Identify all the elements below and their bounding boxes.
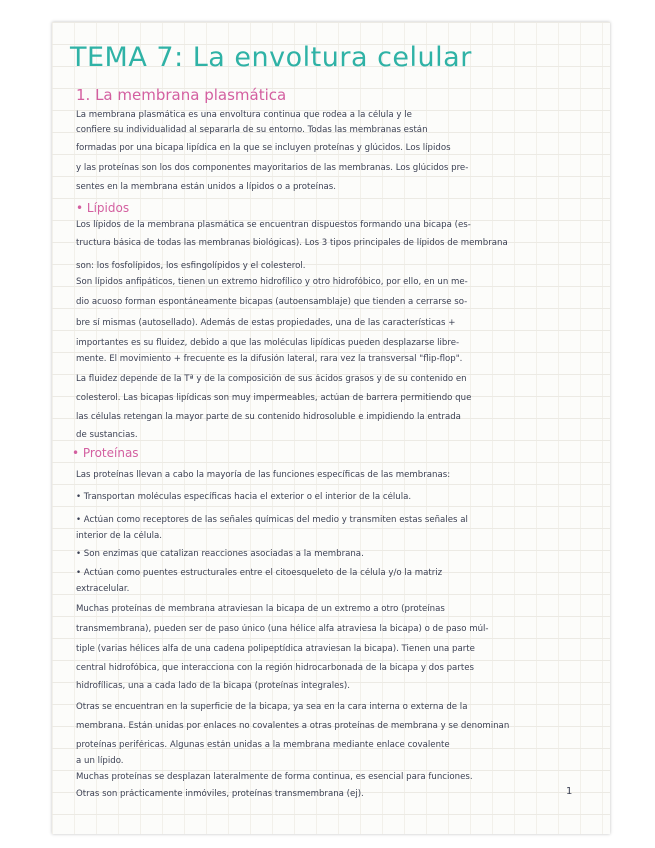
proteinas-line: interior de la célula. xyxy=(76,531,163,541)
proteinas-line: Muchas proteínas de membrana atraviesan la bicapa de un extremo a otro (proteínas xyxy=(76,604,445,614)
proteinas-line: transmembrana), pueden ser de paso único (una hélice alfa atraviesa la bicapa) o de paso múl- xyxy=(76,624,489,634)
lipidos-line: de sustancias. xyxy=(76,430,138,440)
proteinas-line: • Son enzimas que catalizan reacciones asociadas a la membrana. xyxy=(76,549,364,559)
proteinas-line: Las proteínas llevan a cabo la mayoría de las funciones específicas de las membranas: xyxy=(76,470,451,480)
proteinas-heading: • Proteínas xyxy=(72,446,139,460)
intro-line: sentes en la membrana están unidos a lípidos o a proteínas. xyxy=(76,182,336,192)
intro-line: formadas por una bicapa lipídica en la que se incluyen proteínas y glúcidos. Los lípidos xyxy=(76,143,451,153)
lipidos-line: Los lípidos de la membrana plasmática se encuentran dispuestos formando una bicapa (es- xyxy=(76,220,471,230)
lipidos-line: las células retengan la mayor parte de su contenido hidrosoluble e impidiendo la entrada xyxy=(76,412,461,422)
proteinas-line: • Actúan como puentes estructurales entre el citoesqueleto de la célula y/o la matriz xyxy=(76,568,443,578)
page-number: 1 xyxy=(566,786,573,797)
lipidos-line: tructura básica de todas las membranas biológicas). Los 3 tipos principales de lípidos de membrana xyxy=(76,238,508,248)
proteinas-line: Otras se encuentran en la superficie de la bicapa, ya sea en la cara interna o externa de la xyxy=(76,702,468,712)
lipidos-line: importantes es su fluidez, debido a que las moléculas lipídicas pueden desplazarse libre- xyxy=(76,338,460,348)
intro-line: confiere su individualidad al separarla de su entorno. Todas las membranas están xyxy=(76,125,428,135)
lipidos-line: bre sí mismas (autosellado). Además de estas propiedades, una de las características + xyxy=(76,318,456,328)
lipidos-line: mente. El movimiento + frecuente es la difusión lateral, rara vez la transversal "flip-flop". xyxy=(76,354,463,364)
proteinas-line: tiple (varias hélices alfa de una cadena polipeptídica atraviesan la bicapa). Tienen una parte xyxy=(76,644,475,654)
lipidos-heading: • Lípidos xyxy=(76,201,130,215)
proteinas-line: a un lípido. xyxy=(76,756,124,766)
page-title: TEMA 7: La envoltura celular xyxy=(70,42,472,73)
proteinas-line: Muchas proteínas se desplazan lateralmente de forma continua, es esencial para funciones. xyxy=(76,772,473,782)
lipidos-line: dio acuoso forman espontáneamente bicapas (autoensamblaje) que tienden a cerrarse so- xyxy=(76,297,468,307)
lipidos-line: Son lípidos anfipáticos, tienen un extremo hidrofílico y otro hidrofóbico, por ello, en un me- xyxy=(76,277,468,287)
intro-line: La membrana plasmática es una envoltura continua que rodea a la célula y le xyxy=(76,110,412,120)
intro-line: y las proteínas son los dos componentes mayoritarios de las membranas. Los glúcidos pre- xyxy=(76,163,469,173)
section-heading: 1. La membrana plasmática xyxy=(76,86,287,104)
lipidos-line: colesterol. Las bicapas lipídicas son muy impermeables, actúan de barrera permitiendo que xyxy=(76,393,472,403)
proteinas-line: Otras son prácticamente inmóviles, proteínas transmembrana (ej). xyxy=(76,789,364,799)
proteinas-line: • Actúan como receptores de las señales químicas del medio y transmiten estas señales al xyxy=(76,515,468,525)
lipidos-line: son: los fosfolípidos, los esfingolípidos y el colesterol. xyxy=(76,261,306,271)
proteinas-line: hidrofílicas, una a cada lado de la bicapa (proteínas integrales). xyxy=(76,681,350,691)
proteinas-line: proteínas periféricas. Algunas están unidas a la membrana mediante enlace covalente xyxy=(76,740,450,750)
proteinas-line: • Transportan moléculas específicas hacia el exterior o el interior de la célula. xyxy=(76,492,412,502)
lipidos-line: La fluidez depende de la Tª y de la composición de sus ácidos grasos y de su contenido en xyxy=(76,374,467,384)
proteinas-line: central hidrofóbica, que interacciona con la región hidrocarbonada de la bicapa y dos partes xyxy=(76,663,474,673)
proteinas-line: extracelular. xyxy=(76,584,130,594)
proteinas-line: membrana. Están unidas por enlaces no covalentes a otras proteínas de membrana y se denominan xyxy=(76,721,510,731)
